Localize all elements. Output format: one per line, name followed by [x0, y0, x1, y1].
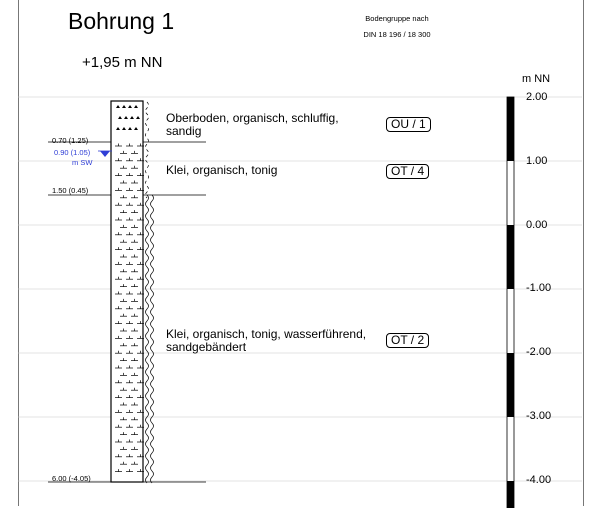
- groundwater-level-text: 0.90 (1.05): [54, 148, 91, 157]
- scale-label-m2: -2.00: [526, 346, 552, 358]
- wavy-line-right: [151, 195, 154, 483]
- layer-1-description-line2: sandig: [166, 124, 202, 138]
- soil-group-line2: DIN 18 196 / 18 300: [363, 30, 431, 39]
- ground-elevation: +1,95 m NN: [82, 54, 163, 71]
- depth-label-1: 0.70 (1.25): [52, 136, 89, 145]
- layer-2-description: [166, 164, 277, 177]
- scale-bar-segment-0: [507, 97, 514, 161]
- soil-group-header: [342, 11, 452, 43]
- column-outline: [111, 101, 143, 482]
- elevation-scale-bar: [507, 97, 514, 508]
- layer-3-description-line2: sandgebändert: [166, 340, 247, 354]
- borehole-column: [111, 101, 144, 482]
- scale-bar-segment-4: [507, 353, 514, 417]
- soil-group-line1: Bodengruppe nach: [365, 14, 429, 23]
- scale-label-2: 2.00: [526, 91, 548, 103]
- wavy-line-dashed: [146, 102, 149, 198]
- moisture-wavy-lines: [146, 102, 154, 483]
- scale-bar-segment-2: [507, 225, 514, 289]
- page-title: Bohrung 1: [68, 8, 175, 34]
- scale-bar-segment-6: [507, 481, 514, 508]
- groundwater-triangle-icon: [100, 151, 110, 157]
- scale-label-m4: -4.00: [526, 474, 552, 486]
- layer-1-code: OU / 1: [386, 117, 431, 132]
- layer-3-description: [166, 328, 366, 354]
- depth-label-3: 6.00 (-4.05): [52, 474, 91, 483]
- layer-3-code: OT / 2: [386, 333, 429, 348]
- layer-2-description-line1: Klei, organisch, tonig: [166, 163, 278, 177]
- wavy-line-left: [146, 195, 149, 483]
- layer-1-description: [166, 112, 339, 138]
- scale-label-m3: -3.00: [526, 410, 552, 422]
- scale-label-1: 1.00: [526, 155, 548, 167]
- layer-2-code: OT / 4: [386, 164, 429, 179]
- scale-label-m1: -1.00: [526, 282, 552, 294]
- layer-3-description-line1: Klei, organisch, tonig, wasserführend,: [166, 327, 367, 341]
- scale-label-0: 0.00: [526, 219, 548, 231]
- layer-1-description-line1: Oberboden, organisch, schluffig,: [166, 111, 339, 125]
- depth-label-2: 1.50 (0.45): [52, 186, 89, 195]
- groundwater-annotation: [54, 148, 92, 168]
- scale-unit: m NN: [522, 73, 551, 85]
- groundwater-unit-text: m SW: [72, 158, 93, 167]
- elevation-gridlines: [18, 97, 582, 481]
